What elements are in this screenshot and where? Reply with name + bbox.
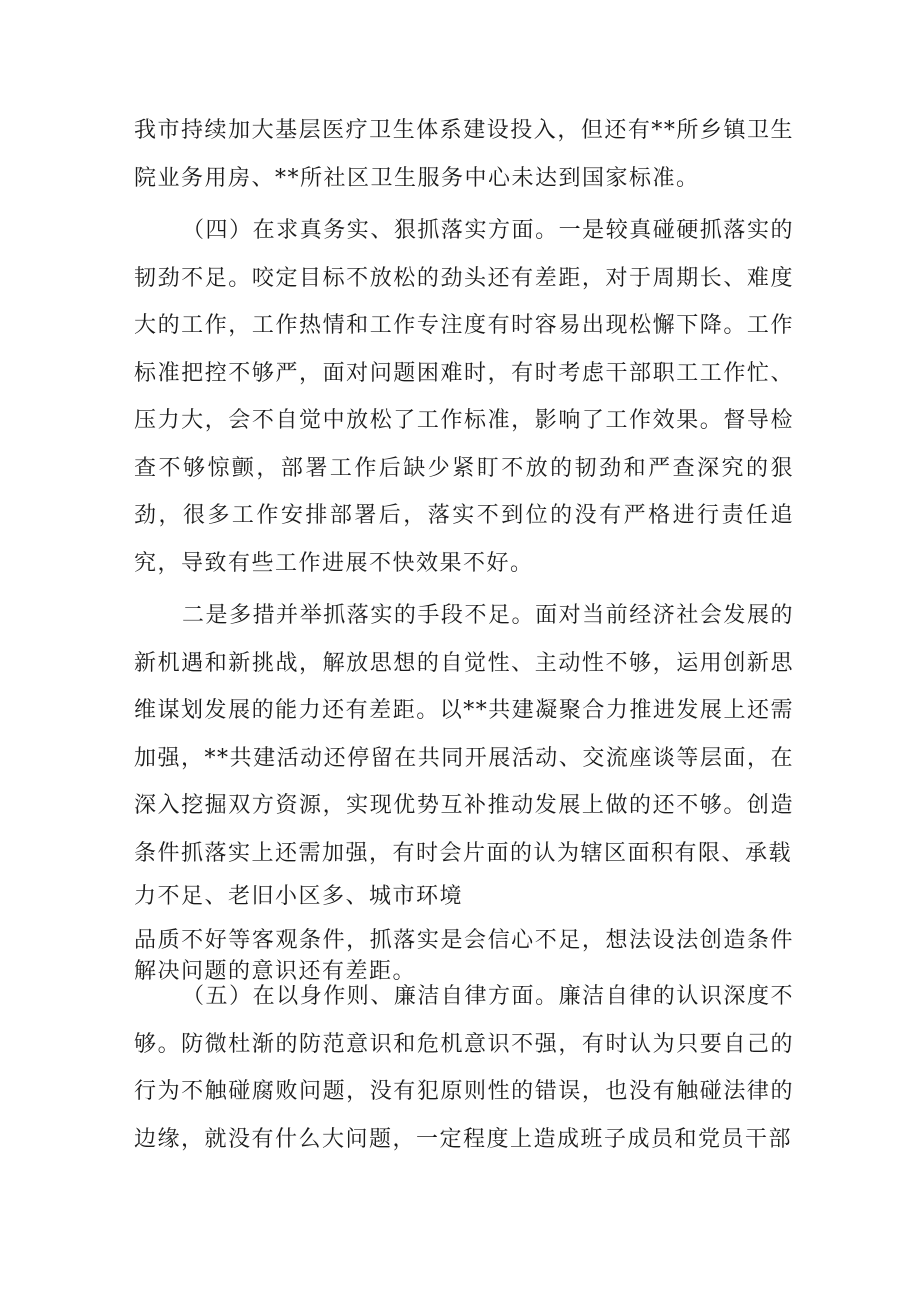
paragraph-measures-insufficient: 二是多措并举抓落实的手段不足。面对当前经济社会发展的新机遇和新挑战，解放思想的自觉性、主动性不够，运用创新思维谋划发展的能力还有差距。以**共建凝聚合力推进发展上还需加强，**共建活动还停留在共同开展活动、交流座谈等层面，在深入挖掘双方资源，实现优势互补推动发展上做的还不够。创造条件抓落实上还需加强，有时会片面的认为辖区面积有限、承载 [134, 603, 794, 866]
paragraph-objective-conditions: 品质不好等客观条件，抓落实是会信心不足，想法设法创造条件解决问题的意识还有差距。 [134, 928, 794, 984]
paragraph-line-fragment: 力不足、老旧小区多、城市环境 [134, 884, 464, 909]
paragraph-section-four: （四）在求真务实、狠抓落实方面。一是较真碰硬抓落实的韧劲不足。咬定目标不放松的劲头还有差距，对于周期长、难度大的工作，工作热情和工作专注度有时容易出现松懈下降。工作标准把控不够严，面对问题困难时，有时考虑干部职工工作忙、压力大，会不自觉中放松了工作标准，影响了工作效果。督导检查不够惊颤，部署工作后缺少紧盯不放的韧劲和严查深究的狠劲，很多工作安排部署后，落实不到位的没有严格进行责任追究，导致有些工作进展不快效果不好。 [134, 218, 794, 576]
paragraph-section-five: （五）在以身作则、廉洁自律方面。廉洁自律的认识深度不够。防微杜渐的防范意识和危机意识不强，有时认为只要自己的行为不触碰腐败问题，没有犯原则性的错误，也没有触碰法律的边缘，就没有什么大问题，一定程度上造成班子成员和党员干部 [134, 984, 794, 1152]
paragraph-medical-investment: 我市持续加大基层医疗卫生体系建设投入，但还有**所乡镇卫生院业务用房、**所社区卫生服务中心未达到国家标准。 [134, 118, 794, 191]
